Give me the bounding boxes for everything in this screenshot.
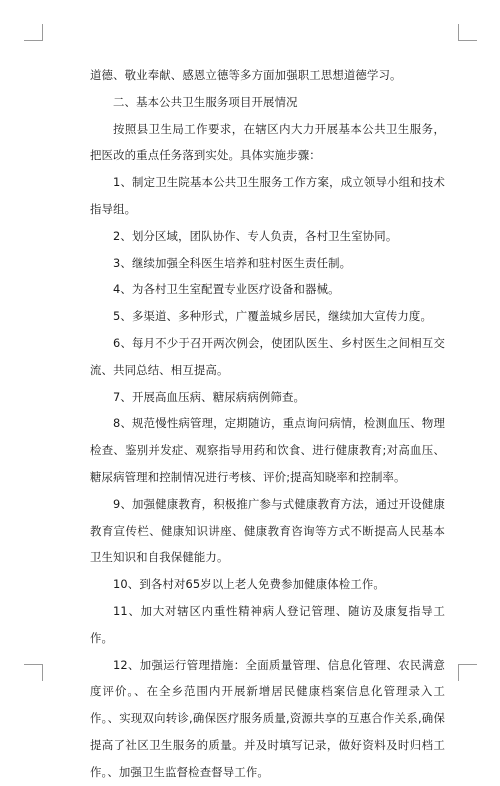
crop-mark-bottom-left xyxy=(24,664,43,681)
list-item-12: 12、加强运行管理措施：全面质量管理、信息化管理、农民满意度评价。、在全乡范围内开展新增居民健康档案信息化管理录入工作。、实现双向转诊,确保医疗服务质量,资源共享的互惠合作关系,确保提高了社区卫生服务的质量。并及时填写记录，做好资料及时归档工作。、加强卫生监督检查督导工作。 xyxy=(90,657,445,779)
list-item-7: 7、开展高血压病、糖尿病病例筛查。 xyxy=(113,389,306,404)
list-item-11: 11、加大对辖区内重性精神病人登记管理、随访及康复指导工作。 xyxy=(90,603,445,645)
list-item-10: 10、到各村对65岁以上老人免费参加健康体检工作。 xyxy=(113,577,385,592)
list-item-1: 1、制定卫生院基本公共卫生服务工作方案，成立领导小组和技术指导组。 xyxy=(90,175,445,216)
list-item-9: 9、加强健康教育，积极推广参与式健康教育方法，通过开设健康教育宣传栏、健康知识讲座、健康教育咨询等方式不断提高人民基本卫生知识和自我保健能力。 xyxy=(90,496,445,565)
list-item-3: 3、继续加强全科医生培养和驻村医生责任制。 xyxy=(113,255,352,270)
paragraph-continuation: 道德、敬业奉献、感恩立德等多方面加强职工思想道德学习。 xyxy=(90,68,402,82)
crop-mark-top-right xyxy=(458,24,477,41)
paragraph-intro: 按照县卫生局工作要求，在辖区内大力开展基本公共卫生服务，把医改的重点任务落到实处。具体实施步骤： xyxy=(90,121,445,163)
section-heading: 二、基本公共卫生服务项目开展情况 xyxy=(113,94,298,109)
document-body xyxy=(90,62,445,786)
list-item-8: 8、规范慢性病管理，定期随访，重点询问病情，检测血压、物理检查、鉴别并发症、观察指导用药和饮食、进行健康教育;对高血压、糖尿病管理和控制情况进行考核、评价;提高知晓率和控制率。 xyxy=(90,416,445,484)
crop-mark-bottom-right xyxy=(458,664,477,681)
crop-mark-top-left xyxy=(24,24,43,41)
list-item-5: 5、多渠道、多种形式，广覆盖城乡居民，继续加大宣传力度。 xyxy=(113,309,432,324)
list-item-2: 2、划分区域，团队协作、专人负责，各村卫生室协同。 xyxy=(113,228,398,243)
list-item-6: 6、每月不少于召开两次例会，使团队医生、乡村医生之间相互交流、共同总结、相互提高。 xyxy=(90,335,445,377)
list-item-4: 4、为各村卫生室配置专业医疗设备和器械。 xyxy=(113,282,340,297)
